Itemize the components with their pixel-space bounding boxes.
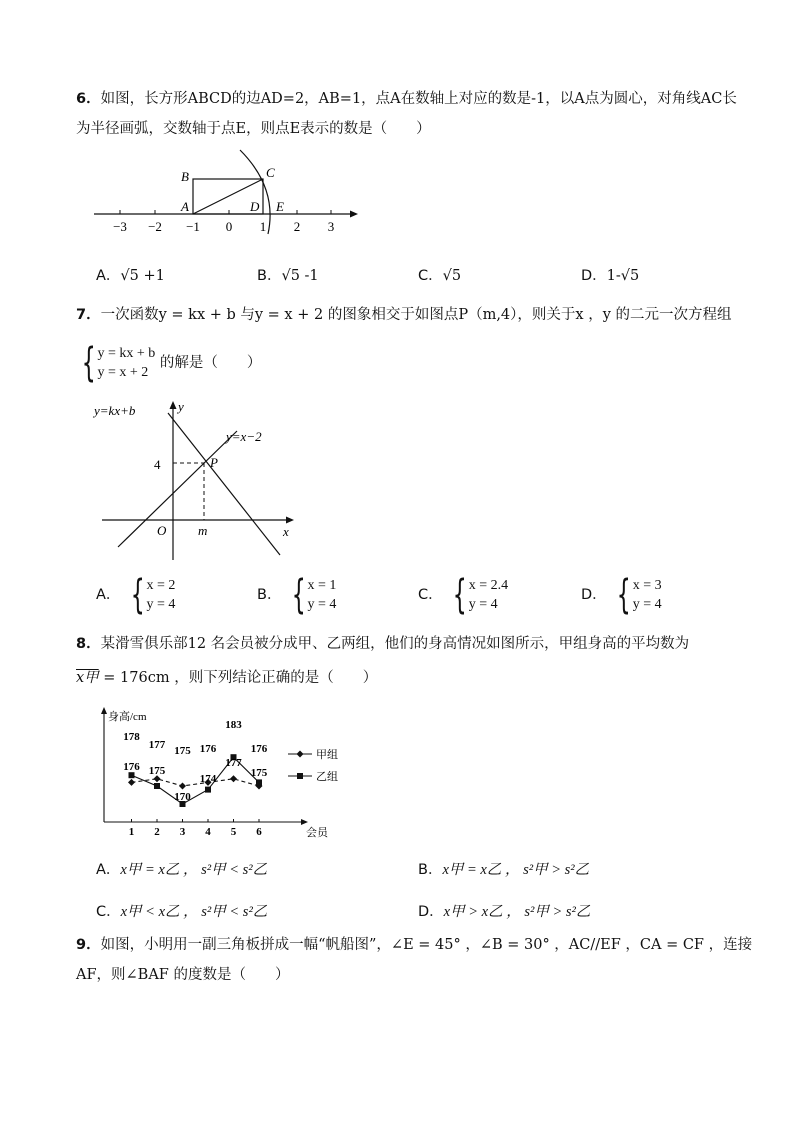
brace-icon: { xyxy=(81,340,96,386)
tick-label: 2 xyxy=(293,219,301,234)
data-label: 178 xyxy=(123,731,140,743)
equation-1: y = kx + b xyxy=(97,346,156,361)
data-label: 174 xyxy=(199,773,217,785)
x-tick-label: 6 xyxy=(256,826,262,838)
x-axis-label: x xyxy=(283,524,289,539)
question-9-stem-2: AF，则∠BAF 的度数是（ ） xyxy=(76,967,290,983)
brace-icon: { xyxy=(130,572,145,618)
question-number: 6． xyxy=(76,91,101,107)
question-6-stem-2: 为半径画弧，交数轴于点E，则点E表示的数是（ ） xyxy=(76,121,431,137)
data-point xyxy=(129,772,135,778)
point-label-e: E xyxy=(276,199,284,214)
question-number: 7． xyxy=(76,307,101,323)
label-kx-b: y=kx+b xyxy=(94,403,136,418)
question-number: 9． xyxy=(76,937,101,953)
origin-label: O xyxy=(157,523,167,538)
line-kx-b xyxy=(168,413,280,555)
question-9-stem: 如图，小明用一副三角板拼成一幅“帆船图”，∠E = 45° ，∠B = 30° ，AC//EF ，CA = CF ，连接 xyxy=(100,937,753,953)
data-label: 176 xyxy=(123,761,140,773)
data-label: 177 xyxy=(225,757,242,769)
legend-series-1: 甲组 xyxy=(316,749,338,761)
legend-series-2: 乙组 xyxy=(316,771,338,783)
number-line-figure xyxy=(90,148,370,238)
question-6 xyxy=(76,84,776,144)
question-6-stem: 如图，长方形ABCD的边AD=2，AB=1，点A在数轴上对应的数是-1，以A点为圆心，对角线AC长 xyxy=(100,91,737,107)
line-x-2 xyxy=(118,431,237,547)
data-label: 175 xyxy=(148,765,166,777)
data-point xyxy=(179,783,186,790)
brace-icon: { xyxy=(617,572,632,618)
height-line-chart xyxy=(90,706,350,840)
q6-option-c[interactable]: C．√5 xyxy=(418,268,462,284)
data-point xyxy=(154,783,160,789)
data-point xyxy=(128,779,135,786)
x-tick-label: 2 xyxy=(154,826,160,838)
q8-option-c[interactable]: C．x甲 < x乙 ， s²甲 < s²乙 xyxy=(96,904,268,920)
data-label: 176 xyxy=(199,743,217,755)
question-8-stem: 某滑雪俱乐部12 名会员被分成甲、乙两组，他们的身高情况如图所示，甲组身高的平均数为 xyxy=(100,636,690,652)
tick-label: −1 xyxy=(186,219,200,234)
q7-option-a[interactable]: A． { x = 2 y = 4 xyxy=(96,572,176,618)
equation-2: y = x + 2 xyxy=(97,365,149,380)
point-p-label: P xyxy=(210,455,218,470)
legend-square-icon xyxy=(297,773,303,779)
tick-label: −3 xyxy=(113,219,127,234)
q6-option-a[interactable]: A．√5 +1 xyxy=(96,268,165,284)
data-label: 170 xyxy=(174,791,191,803)
q8-option-b[interactable]: B．x甲 = x乙 ， s²甲 > s²乙 xyxy=(418,862,590,878)
question-7-stem-2: 的解是（ ） xyxy=(159,355,262,371)
y-value-label: 4 xyxy=(154,457,161,472)
data-point xyxy=(230,775,237,782)
mean-symbol: x甲 xyxy=(76,670,99,686)
question-9 xyxy=(76,930,776,990)
y-axis-label: y xyxy=(178,399,184,414)
point-label-b: B xyxy=(181,169,189,184)
tick-label: 3 xyxy=(327,219,335,234)
question-number: 8． xyxy=(76,636,101,652)
x-tick-label: 4 xyxy=(205,826,211,838)
q7-option-d[interactable]: D． { x = 3 y = 4 xyxy=(581,572,662,618)
legend-diamond-icon xyxy=(297,751,304,758)
q8-option-a[interactable]: A．x甲 = x乙 ， s²甲 < s²乙 xyxy=(96,862,268,878)
linear-functions-figure xyxy=(90,395,300,565)
question-7 xyxy=(76,300,776,330)
question-6-line-1 xyxy=(76,84,776,114)
tick-label: 1 xyxy=(259,219,267,234)
label-x-2: y=x−2 xyxy=(226,429,262,444)
tick-label: 0 xyxy=(225,219,233,234)
point-label-d: D xyxy=(250,199,260,214)
m-label: m xyxy=(198,523,208,538)
q7-option-b[interactable]: B． { x = 1 y = 4 xyxy=(257,572,337,618)
legend xyxy=(288,748,338,783)
equation-system xyxy=(76,340,156,386)
question-7-stem: 一次函数y = kx + b 与y = x + 2 的图象相交于如图点P（m,4），则关于x ，y 的二元一次方程组 xyxy=(100,307,732,323)
question-8-stem-2: = 176cm ，则下列结论正确的是（ ） xyxy=(98,670,378,686)
series-line-1 xyxy=(132,779,260,786)
data-label: 183 xyxy=(225,719,242,731)
q6-option-d[interactable]: D．1-√5 xyxy=(581,268,640,284)
x-tick-label: 1 xyxy=(128,826,135,838)
tick-label: −2 xyxy=(148,219,162,234)
brace-icon: { xyxy=(452,572,467,618)
data-label: 175 xyxy=(174,745,191,757)
x-tick-label: 3 xyxy=(179,826,186,838)
q7-option-c[interactable]: C． { x = 2.4 y = 4 xyxy=(418,572,509,618)
question-7-system-line xyxy=(76,340,262,386)
question-8 xyxy=(76,629,776,693)
data-label: 177 xyxy=(148,739,166,751)
x-tick-label: 5 xyxy=(230,826,237,838)
q6-option-b[interactable]: B．√5 -1 xyxy=(257,268,319,284)
q8-option-d[interactable]: D．x甲 > x乙 ， s²甲 > s²乙 xyxy=(418,904,591,920)
brace-icon: { xyxy=(291,572,306,618)
chart-x-title: 会员 xyxy=(306,827,328,839)
point-label-c: C xyxy=(266,165,275,180)
point-label-a: A xyxy=(181,199,189,214)
data-label: 176 xyxy=(250,743,268,755)
chart-y-title: 身高/cm xyxy=(108,711,147,723)
data-point xyxy=(205,787,211,793)
data-label: 175 xyxy=(250,767,268,779)
data-point xyxy=(256,779,262,785)
